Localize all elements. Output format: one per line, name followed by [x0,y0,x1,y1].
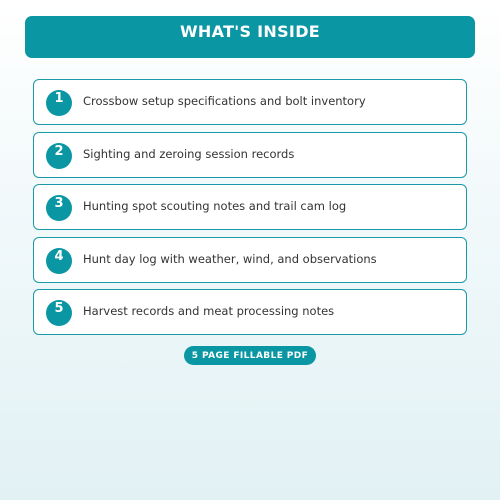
list-item [33,289,467,335]
list-item [33,132,467,178]
item-description: Crossbow setup specifications and bolt inventory [83,94,366,108]
item-description: Hunt day log with weather, wind, and observations [83,251,377,266]
item-number-badge: 4 [46,248,72,274]
page-count-badge: 5 PAGE FILLABLE PDF [184,346,316,365]
list-item [33,184,467,230]
item-description: Sighting and zeroing session records [83,146,295,161]
list-item [33,237,467,283]
item-description: Harvest records and meat processing notes [83,304,335,318]
contents-list [33,79,467,342]
item-number-badge: 1 [46,90,72,116]
item-number-badge: 3 [46,195,72,221]
header-banner [25,16,475,58]
list-item [33,79,467,125]
item-description: Hunting spot scouting notes and trail cam log [83,199,347,213]
item-number-badge: 5 [46,300,72,326]
item-number-badge: 2 [46,143,72,169]
page-title: WHAT'S INSIDE [179,22,321,41]
